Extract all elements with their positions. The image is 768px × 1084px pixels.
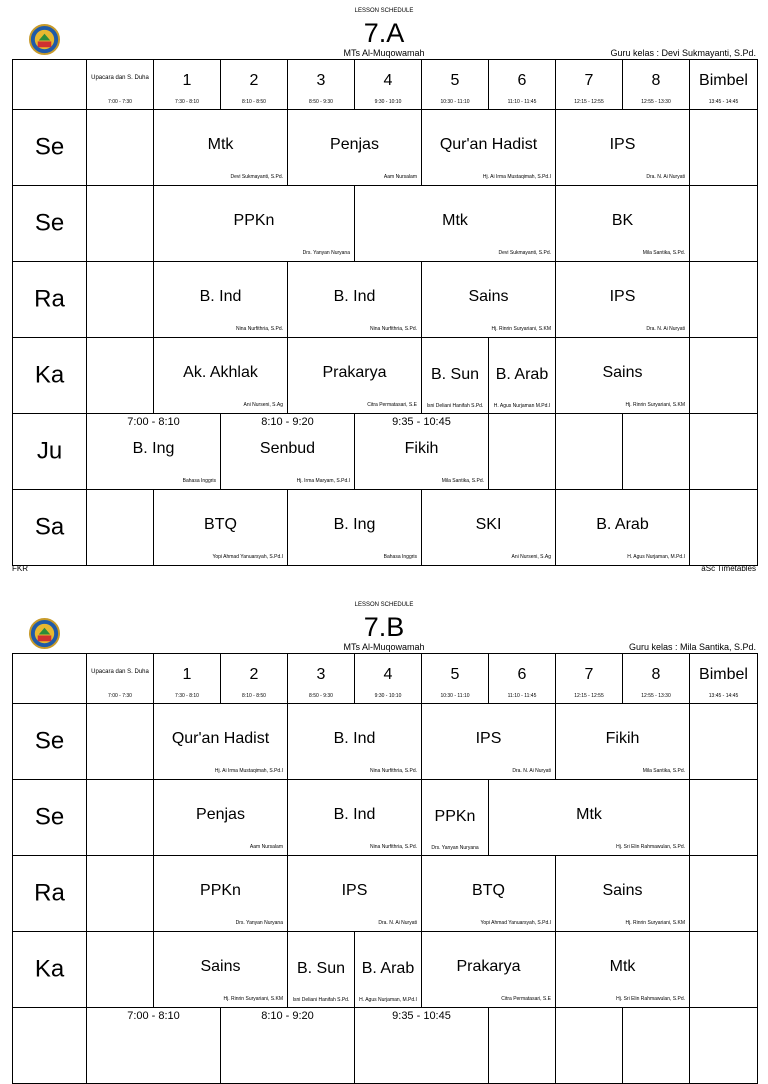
lesson-cell: Qur'an Hadist Hj. Ai Irma Mustaqimah, S.Pd.I [422,110,556,186]
lesson-cell: Sains Hj. Rinrin Suryariani, S.KM [154,932,288,1008]
empty-slot [87,856,154,932]
period-header: Bimbel 13:45 - 14:45 [690,654,758,704]
period-header: 6 11:10 - 11:45 [489,60,556,110]
friday-lesson-cell: 8:10 - 9:20 [221,1008,355,1084]
empty-slot [556,1008,623,1084]
corner-cell [13,654,87,704]
day-row [13,186,758,262]
empty-slot [87,932,154,1008]
period-header: 5 10:30 - 11:10 [422,60,489,110]
timetable-7b [12,653,758,1084]
day-row [13,110,758,186]
empty-slot [690,1008,758,1084]
empty-slot [690,856,758,932]
homeroom-teacher: Guru kelas : Devi Sukmayanti, S.Pd. [610,48,756,58]
period-header: 4 9:30 - 10:10 [355,654,422,704]
lesson-cell: Sains Hj. Rinrin Suryariani, S.KM [556,338,690,414]
period-header: 3 8:50 - 9:30 [288,60,355,110]
lesson-cell: PPKn Drs. Yanyan Nuryana [422,780,489,856]
lesson-cell: Mtk Hj. Sri Elin Rahmawulan, S.Pd. [489,780,690,856]
empty-slot [690,704,758,780]
day-row [13,704,758,780]
friday-lesson-cell: 9:35 - 10:45 [355,1008,489,1084]
day-label: Ju [13,414,87,490]
lesson-cell: B. Sun Isni Deliani Hanifah S.Pd. [422,338,489,414]
day-row [13,932,758,1008]
lesson-cell: PPKn Drs. Yanyan Nuryana [154,186,355,262]
day-row [13,856,758,932]
lesson-cell: B. Ind Nina Nurfithria, S.Pd. [288,780,422,856]
day-row [13,262,758,338]
lesson-cell: Mtk Hj. Sri Elin Rahmawulan, S.Pd. [556,932,690,1008]
lesson-cell: IPS Dra. N. Ai Nuryati [422,704,556,780]
day-row [13,338,758,414]
friday-lesson-cell: 7:00 - 8:10 [87,1008,221,1084]
period-header: Upacara dan S. Duha 7:00 - 7:30 [87,654,154,704]
empty-slot [690,338,758,414]
timetable-7a [12,59,758,566]
lesson-cell: B. Ind Nina Nurfithria, S.Pd. [288,704,422,780]
lesson-cell: Ak. Akhlak Ani Nurseni, S.Ag [154,338,288,414]
lesson-schedule-caption: LESSON SCHEDULE [354,8,414,14]
empty-slot [489,414,556,490]
lesson-cell: IPS Dra. N. Ai Nuryati [556,110,690,186]
period-header: 5 10:30 - 11:10 [422,654,489,704]
footer-left: FKR [12,564,28,573]
empty-slot [87,490,154,566]
empty-slot [623,414,690,490]
period-header-row [13,654,758,704]
lesson-schedule-caption: LESSON SCHEDULE [354,602,414,608]
lesson-cell: B. Sun Isni Deliani Hanifah S.Pd. [288,932,355,1008]
class-title: 7.A [363,18,405,48]
day-row [13,490,758,566]
lesson-cell: Penjas Aam Nursalam [288,110,422,186]
lesson-cell: B. Ind Nina Nurfithria, S.Pd. [288,262,422,338]
lesson-cell: BTQ Yopi Ahmad Yanuarsyah, S.Pd.I [154,490,288,566]
empty-slot [87,780,154,856]
class-title: 7.B [363,612,405,642]
empty-slot [87,262,154,338]
lesson-cell: Prakarya Citra Permatasari, S.E [422,932,556,1008]
lesson-cell: Mtk Devi Sukmayanti, S.Pd. [355,186,556,262]
empty-slot [690,186,758,262]
day-label: Ra [13,856,87,932]
period-header: 4 9:30 - 10:10 [355,60,422,110]
empty-slot [87,338,154,414]
day-label: Ka [13,932,87,1008]
period-header: Upacara dan S. Duha 7:00 - 7:30 [87,60,154,110]
lesson-cell: B. Ind Nina Nurfithria, S.Pd. [154,262,288,338]
lesson-cell: Sains Hj. Rinrin Suryariani, S.KM [556,856,690,932]
period-header: 8 12:55 - 13:30 [623,60,690,110]
lesson-cell: B. Arab H. Agus Nurjaman, M.Pd.I [355,932,422,1008]
period-header: 8 12:55 - 13:30 [623,654,690,704]
school-name: MTs Al-Muqowamah [343,642,425,652]
empty-slot [87,110,154,186]
day-label [13,1008,87,1084]
empty-slot [690,490,758,566]
lesson-cell: BK Mila Santika, S.Pd. [556,186,690,262]
day-label: Se [13,186,87,262]
lesson-cell: B. Arab H. Agus Nurjaman M.Pd.I [489,338,556,414]
lesson-cell: B. Ing Bahasa Inggris [288,490,422,566]
homeroom-teacher: Guru kelas : Mila Santika, S.Pd. [628,642,756,652]
lesson-cell: Mtk Devi Sukmayanti, S.Pd. [154,110,288,186]
empty-slot [489,1008,556,1084]
day-label: Se [13,110,87,186]
lesson-cell: Qur'an Hadist Hj. Ai Irma Mustaqimah, S.Pd.I [154,704,288,780]
day-label: Se [13,780,87,856]
lesson-cell: BTQ Yopi Ahmad Yanuarsyah, S.Pd.I [422,856,556,932]
period-header: 7 12:15 - 12:55 [556,654,623,704]
lesson-cell: PPKn Drs. Yanyan Nuryana [154,856,288,932]
empty-slot [690,780,758,856]
empty-slot [87,186,154,262]
footer-right: aSc Timetables [701,564,756,573]
lesson-cell: Sains Hj. Rinrin Suryariani, S.KM [422,262,556,338]
period-header: 2 8:10 - 8:50 [221,60,288,110]
empty-slot [690,932,758,1008]
day-row [13,780,758,856]
day-label: Ka [13,338,87,414]
day-row [13,1008,758,1084]
corner-cell [13,60,87,110]
friday-lesson-cell: 8:10 - 9:20 Senbud Hj. Irma Maryam, S.Pd.I [221,414,355,490]
friday-lesson-cell: 7:00 - 8:10 B. Ing Bahasa Inggris [87,414,221,490]
lesson-cell: SKI Ani Nurseni, S.Ag [422,490,556,566]
lesson-cell: Penjas Aam Nursalam [154,780,288,856]
school-name: MTs Al-Muqowamah [343,48,425,58]
lesson-cell: Prakarya Citra Permatasari, S.E [288,338,422,414]
period-header: 1 7:30 - 8:10 [154,654,221,704]
day-label: Se [13,704,87,780]
day-row [13,414,758,490]
period-header-row [13,60,758,110]
period-header: Bimbel 13:45 - 14:45 [690,60,758,110]
day-label: Ra [13,262,87,338]
period-header: 3 8:50 - 9:30 [288,654,355,704]
lesson-cell: B. Arab H. Agus Nurjaman, M.Pd.I [556,490,690,566]
empty-slot [690,110,758,186]
period-header: 2 8:10 - 8:50 [221,654,288,704]
empty-slot [690,262,758,338]
period-header: 1 7:30 - 8:10 [154,60,221,110]
empty-slot [556,414,623,490]
empty-slot [87,704,154,780]
empty-slot [690,414,758,490]
day-label: Sa [13,490,87,566]
lesson-cell: IPS Dra. N. Ai Nuryati [288,856,422,932]
period-header: 6 11:10 - 11:45 [489,654,556,704]
lesson-cell: Fikih Mila Santika, S.Pd. [556,704,690,780]
friday-lesson-cell: 9:35 - 10:45 Fikih Mila Santika, S.Pd. [355,414,489,490]
lesson-cell: IPS Dra. N. Ai Nuryati [556,262,690,338]
empty-slot [623,1008,690,1084]
period-header: 7 12:15 - 12:55 [556,60,623,110]
